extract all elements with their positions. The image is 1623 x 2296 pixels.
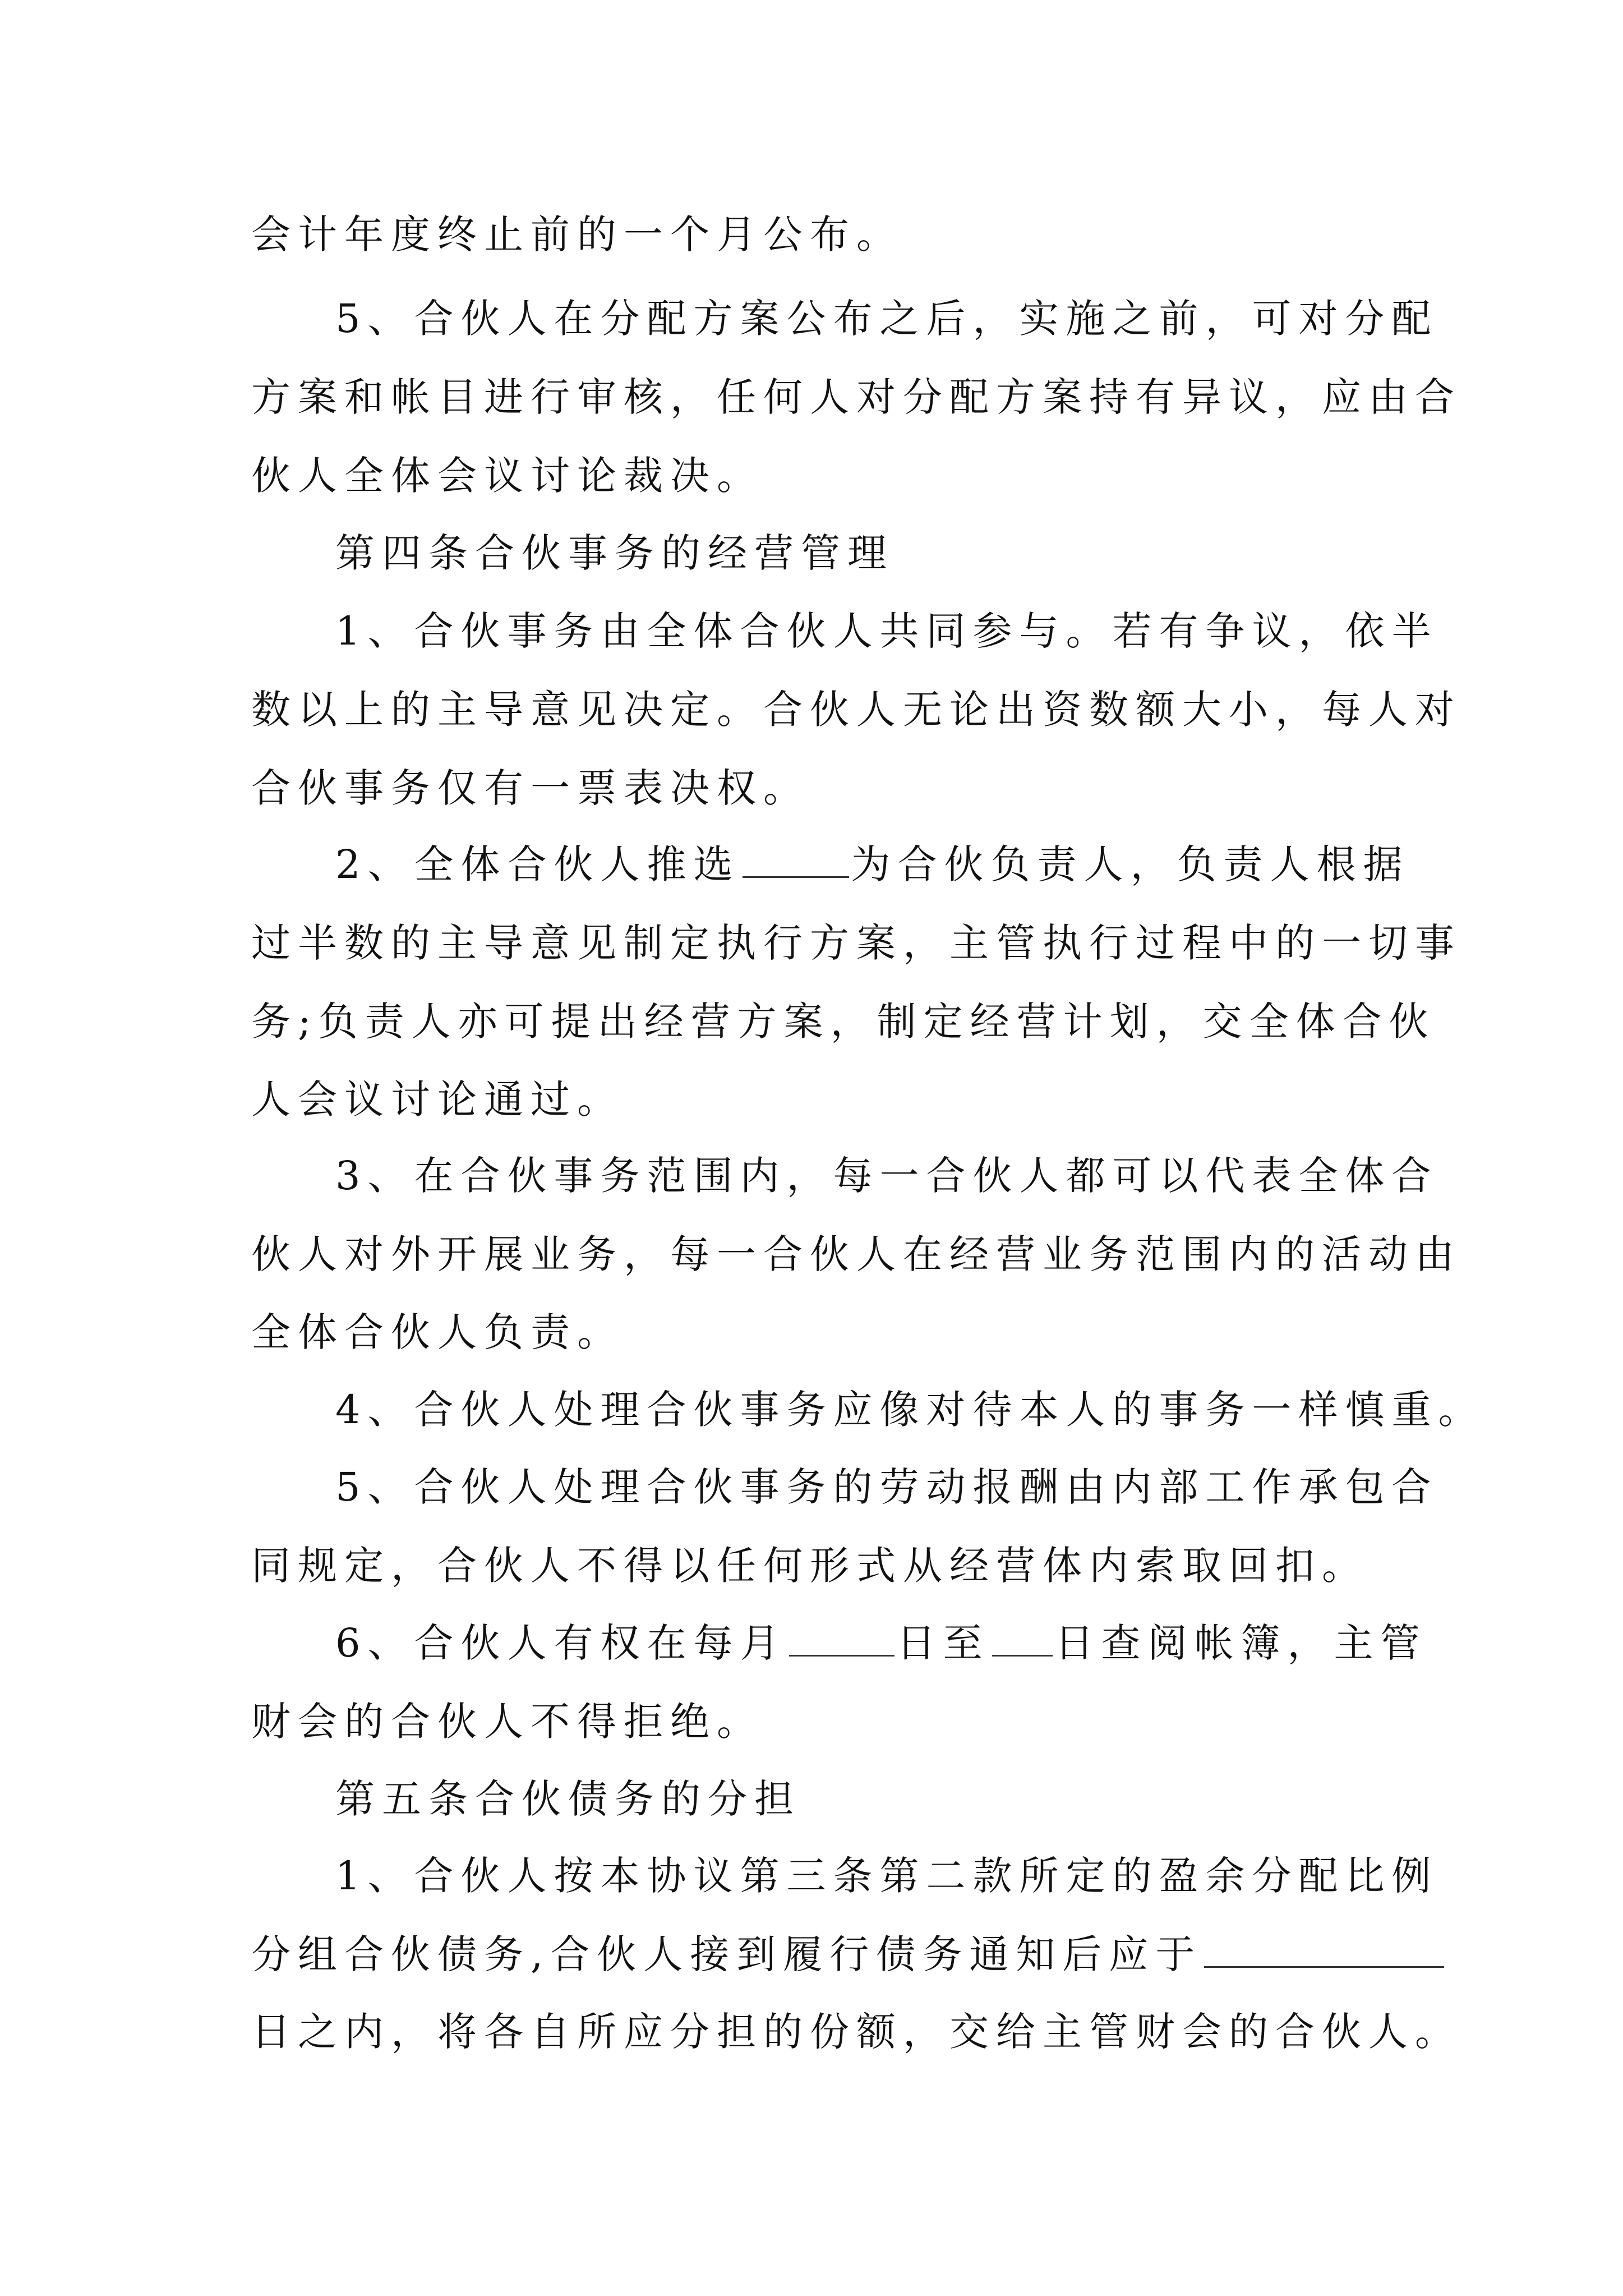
text-line: 方案和帐目进行审核，任何人对分配方案持有异议，应由合 <box>251 374 1461 420</box>
text-line: 1、合伙事务由全体合伙人共同参与。若有争议，依半 <box>335 608 1438 654</box>
text-line: 财会的合伙人不得拒绝。 <box>251 1699 763 1745</box>
section-heading: 第四条合伙事务的经营管理 <box>335 530 894 576</box>
text-line: 同规定，合伙人不得以任何形式从经营体内索取回扣。 <box>251 1543 1368 1589</box>
section-heading: 第五条合伙债务的分担 <box>335 1776 801 1822</box>
text-line: 3、在合伙事务范围内，每一合伙人都可以代表全体合 <box>335 1153 1438 1199</box>
text-line <box>335 836 1410 892</box>
text-line: 伙人对外开展业务，每一合伙人在经营业务范围内的活动由 <box>251 1231 1461 1277</box>
text-segment: 为合伙负责人，负责人根据 <box>851 841 1410 887</box>
text-segment: 日查阅帐簿，主管 <box>1054 1620 1427 1666</box>
text-line: 过半数的主导意见制定执行方案，主管执行过程中的一切事 <box>251 920 1461 966</box>
fill-in-blank <box>1204 1931 1444 1968</box>
text-segment: 6、合伙人有权在每月 <box>335 1620 787 1666</box>
text-line: 4、合伙人处理合伙事务应像对待本人的事务一样慎重。 <box>335 1387 1485 1433</box>
text-line: 5、合伙人在分配方案公布之后，实施之前，可对分配 <box>335 296 1438 342</box>
text-line: 会计年度终止前的一个月公布。 <box>251 211 903 257</box>
text-line: 5、合伙人处理合伙事务的劳动报酬由内部工作承包合 <box>335 1464 1438 1510</box>
text-line <box>335 1615 1427 1671</box>
text-line: 日之内，将各自所应分担的份额，交给主管财会的合伙人。 <box>251 2009 1461 2055</box>
text-line: 合伙事务仅有一票表决权。 <box>251 765 810 811</box>
fill-in-blank <box>743 841 849 878</box>
text-line: 伙人全体会议讨论裁决。 <box>251 453 763 499</box>
text-line: 数以上的主导意见决定。合伙人无论出资数额大小，每人对 <box>251 687 1461 733</box>
text-line: 全体合伙人负责。 <box>251 1309 624 1355</box>
text-segment: 日至 <box>896 1620 990 1666</box>
fill-in-blank <box>789 1620 895 1657</box>
text-line: 1、合伙人按本协议第三条第二款所定的盈余分配比例 <box>335 1853 1438 1899</box>
fill-in-blank <box>992 1620 1053 1657</box>
text-line: 务;负责人亦可提出经营方案，制定经营计划，交全体合伙 <box>251 999 1436 1045</box>
text-segment: 2、全体合伙人推选 <box>335 841 740 887</box>
text-line: 人会议讨论通过。 <box>251 1076 624 1122</box>
text-segment: 分组合伙债务,合伙人接到履行债务通知后应于 <box>251 1931 1202 1977</box>
text-line <box>251 1926 1446 1982</box>
